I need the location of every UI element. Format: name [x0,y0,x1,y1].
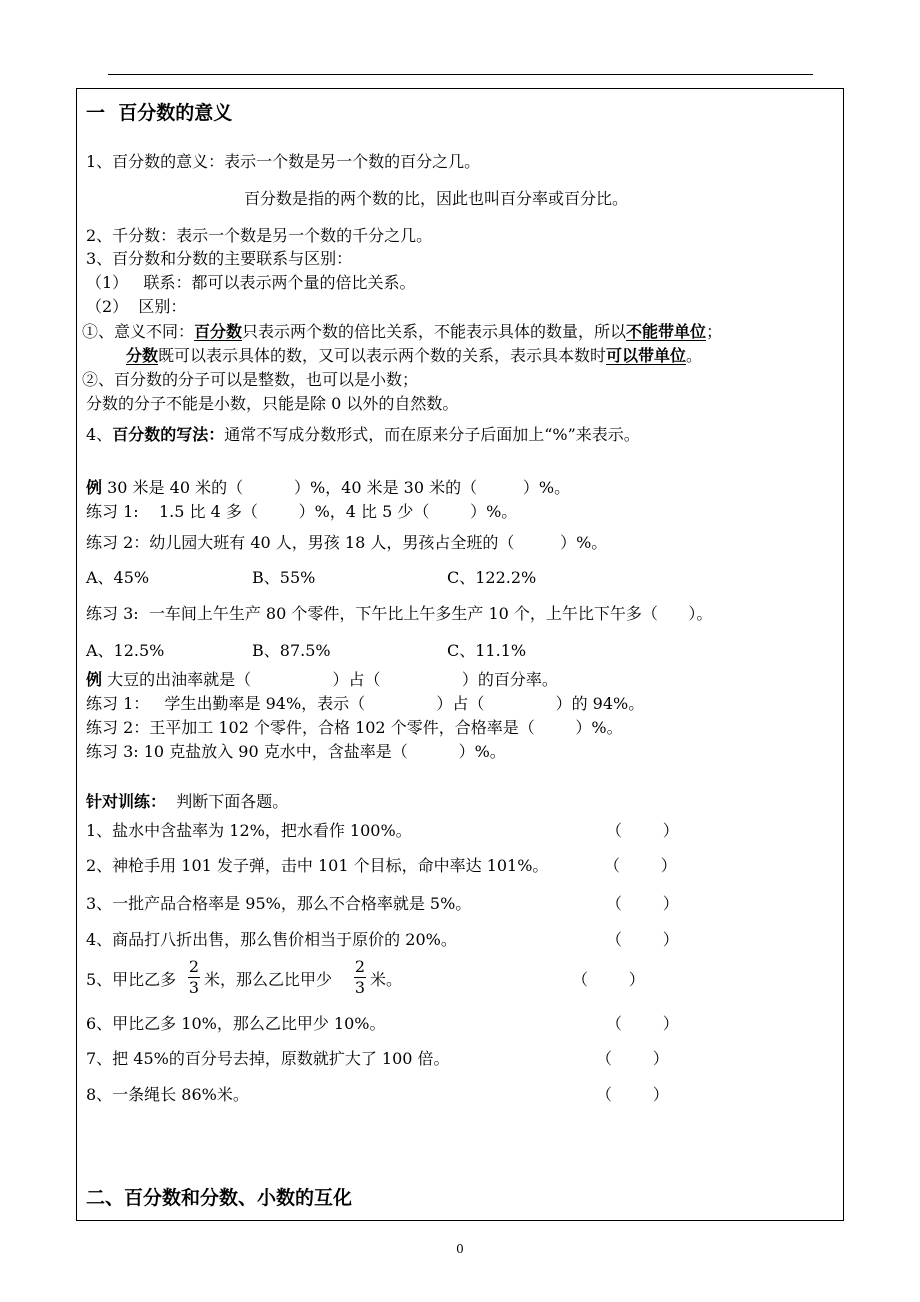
fraction-two-thirds: 2 3 [354,957,366,997]
practice-5: 练习 2：王平加工 102 个零件，合格 102 个零件，合格率是（ ）%。 [86,718,623,737]
example-2: 例 大豆的出油率就是（ ）占（ ）的百分率。 [86,670,558,689]
difference-2-line-2: 分数的分子不能是小数，只能是除 0 以外的自然数。 [86,394,459,413]
answer-paren-8[interactable]: （ ） [596,1085,669,1104]
practice-2-option-b: B、55% [252,568,316,587]
section-1-title: 一 百分数的意义 [86,102,233,124]
training-heading: 针对训练： 判断下面各题。 [86,792,289,811]
judge-item-3: 3、一批产品合格率是 95%，那么不合格率就是 5%。 [86,894,472,913]
keyword-no-unit: 不能带单位 [626,322,707,341]
writing-rule-keyword: 百分数的写法： [112,425,225,444]
judge-item-1: 1、盐水中含盐率为 12%，把水看作 100%。 [86,821,412,840]
practice-3-option-b: B、87.5% [252,641,331,660]
page-number: 0 [456,1242,464,1256]
relation-link: （1） 联系：都可以表示两个量的倍比关系。 [86,273,416,292]
definition-note: 百分数是指的两个数的比，因此也叫百分率或百分比。 [244,189,629,208]
header-rule [108,74,813,75]
permille-line: 2、千分数：表示一个数是另一个数的千分之几。 [86,226,433,245]
answer-paren-3[interactable]: （ ） [606,894,679,913]
practice-2: 练习 2：幼儿园大班有 40 人，男孩 18 人，男孩占全班的（ ）%。 [86,533,608,552]
practice-4: 练习 1： 学生出勤率是 94%，表示（ ）占（ ）的 94%。 [86,694,645,713]
judge-item-7: 7、把 45%的百分号去掉，原数就扩大了 100 倍。 [86,1049,450,1068]
difference-2-line: ②、百分数的分子可以是整数，也可以是小数； [82,370,419,389]
answer-paren-2[interactable]: （ ） [604,856,677,875]
answer-paren-6[interactable]: （ ） [606,1014,679,1033]
judge-item-5-pre: 5、甲比乙多 [86,970,177,989]
relation-diff: （2） 区别： [86,297,187,316]
answer-paren-5[interactable]: （ ） [572,970,645,989]
example-1: 例 30 米是 40 米的（ ）%，40 米是 30 米的（ ）%。 [86,478,571,497]
judge-item-5-mid: 米，那么乙比甲少 [204,970,333,989]
keyword-fraction: 分数 [126,346,159,365]
keyword-percent: 百分数 [194,322,243,341]
definition-line: 1、百分数的意义：表示一个数是另一个数的百分之几。 [86,152,481,171]
relation-heading: 3、百分数和分数的主要联系与区别： [86,249,353,268]
judge-item-6: 6、甲比乙多 10%，那么乙比甲少 10%。 [86,1014,386,1033]
practice-2-option-c: C、122.2% [447,568,537,587]
judge-item-8: 8、一条绳长 86%米。 [86,1085,249,1104]
answer-paren-4[interactable]: （ ） [606,930,679,949]
judge-item-2: 2、神枪手用 101 发子弹，击中 101 个目标，命中率达 101%。 [86,856,549,875]
answer-paren-7[interactable]: （ ） [596,1049,669,1068]
practice-1: 练习 1: 1.5 比 4 多（ ）%，4 比 5 少（ ）%。 [86,502,518,521]
practice-3: 练习 3: 一车间上午生产 80 个零件，下午比上午多生产 10 个，上午比下午多（ ）。 [86,604,713,623]
difference-1-line: ①、意义不同：百分数只表示两个数的倍比关系，不能表示具体的数量，所以不能带单位； [82,322,723,341]
section-2-title: 二、百分数和分数、小数的互化 [86,1187,353,1209]
practice-3-option-a: A、12.5% [86,641,165,660]
judge-item-5-end: 米。 [370,970,403,989]
practice-2-option-a: A、45% [86,568,150,587]
fraction-two-thirds: 2 3 [188,957,200,997]
practice-3-option-c: C、11.1% [447,641,527,660]
answer-paren-1[interactable]: （ ） [606,821,679,840]
practice-6: 练习 3: 10 克盐放入 90 克水中，含盐率是（ ）%。 [86,742,506,761]
keyword-with-unit: 可以带单位 [606,346,687,365]
writing-rule-line: 4、百分数的写法：通常不写成分数形式，而在原来分子后面加上“%”来表示。 [86,425,640,444]
judge-item-4: 4、商品打八折出售，那么售价相当于原价的 20%。 [86,930,457,949]
difference-1-line-2: 分数既可以表示具体的数，又可以表示两个数的关系，表示具本数时可以带单位。 [126,346,703,365]
